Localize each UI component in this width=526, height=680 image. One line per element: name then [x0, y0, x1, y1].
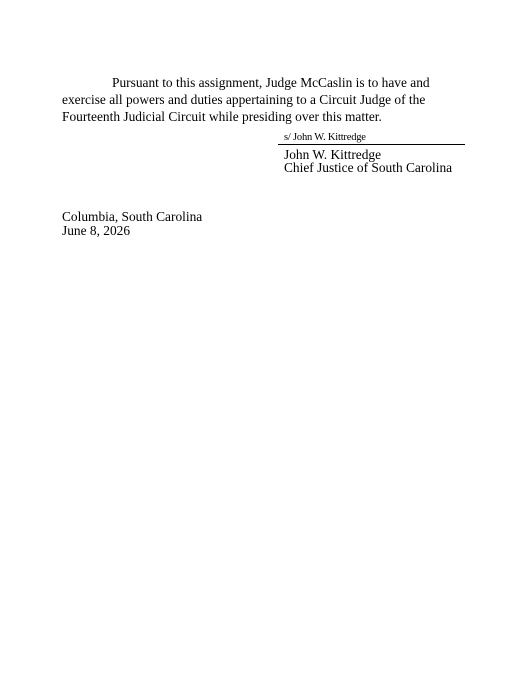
place-of-signing: Columbia, South Carolina	[62, 209, 203, 224]
place-and-date	[62, 210, 202, 238]
signer-name: John W. Kittredge	[284, 147, 382, 162]
signature-block	[278, 131, 468, 174]
signer-title: Chief Justice of South Carolina	[284, 160, 453, 175]
date-of-signing: June 8, 2026	[62, 223, 131, 238]
signature-line	[278, 131, 465, 145]
electronic-signature: s/ John W. Kittredge	[284, 132, 366, 143]
order-paragraph	[62, 74, 472, 125]
order-paragraph-text: Pursuant to this assignment, Judge McCaslin is to have and exercise all powers and duties appertaining to a Circuit Judge of the Fourteenth Judicial Circuit while presiding over this matter.	[62, 75, 430, 124]
